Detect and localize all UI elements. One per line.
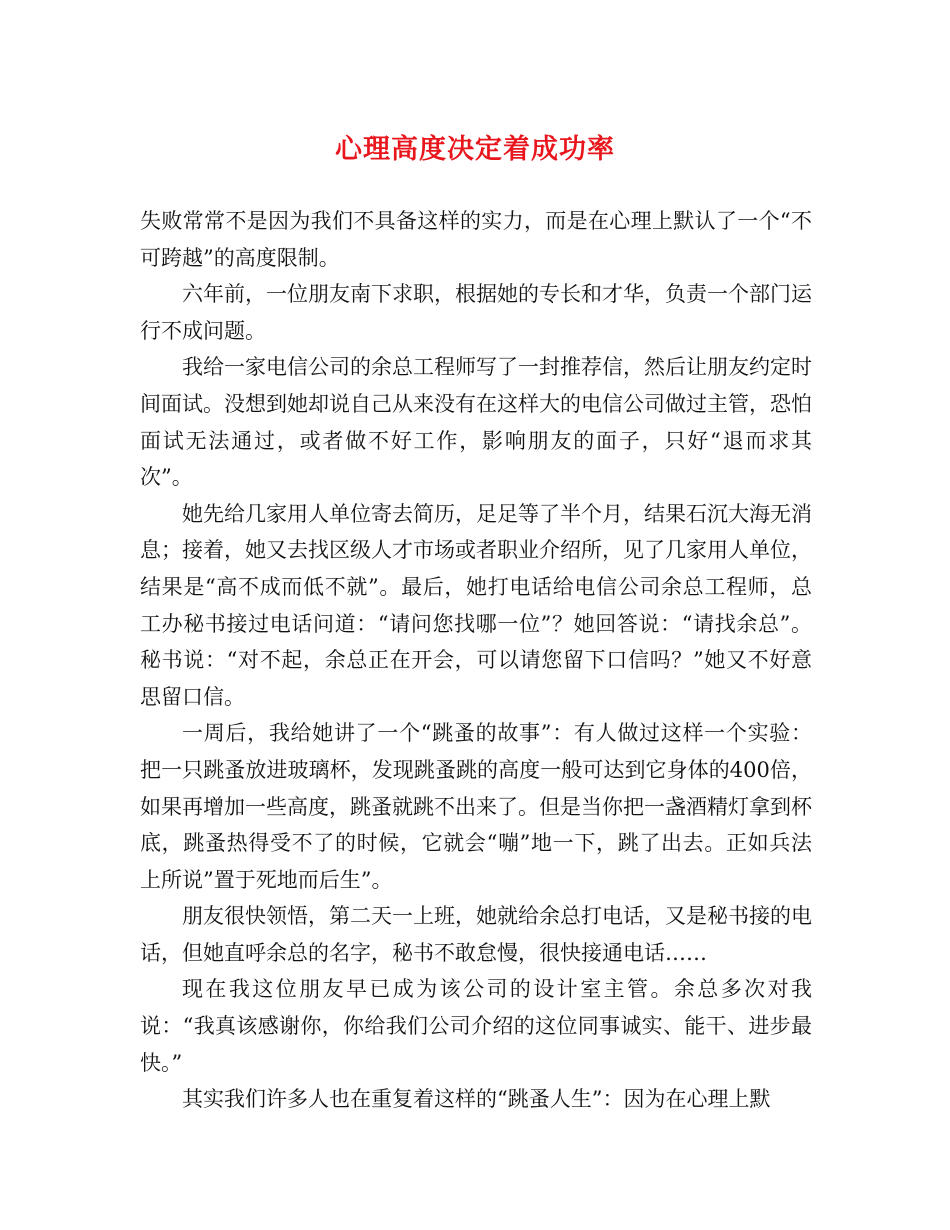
paragraph: 现在我这位朋友早已成为该公司的设计室主管。余总多次对我说：“我真该感谢你，你给我们公司介绍的这位同事诚实、能干、进步最快。” (140, 977, 812, 1075)
paragraph: 她先给几家用人单位寄去简历，足足等了半个月，结果石沉大海无消息；接着，她又去找区级人才市场或者职业介绍所，见了几家用人单位，结果是“高不成而低不就”。最后，她打电话给电信公司余总工程师，总工办秘书接过电话问道：“请问您找哪一位”？她回答说：“请找余总”。秘书说：“对不起，余总正在开会，可以请您留下口信吗？”她又不好意思留口信。 (140, 501, 812, 709)
paragraph: 失败常常不是因为我们不具备这样的实力，而是在心理上默认了一个“不可跨越”的高度限制。 (140, 209, 812, 270)
paragraph: 其实我们许多人也在重复着这样的“跳蚤人生”：因为在心理上默 (182, 1087, 771, 1112)
paragraph: 六年前，一位朋友南下求职，根据她的专长和才华，负责一个部门运行不成问题。 (140, 282, 812, 343)
document-body (140, 203, 812, 1118)
paragraph: 朋友很快领悟，第二天一上班，她就给余总打电话，又是秘书接的电话，但她直呼余总的名字，秘书不敢怠慢，很快接通电话…… (140, 904, 812, 965)
paragraph: 一周后，我给她讲了一个“跳蚤的故事”：有人做过这样一个实验：把一只跳蚤放进玻璃杯，发现跳蚤跳的高度一般可达到它身体的400倍，如果再增加一些高度，跳蚤就跳不出来了。但是当你把一盏酒精灯拿到杯底，跳蚤热得受不了的时候，它就会“嘣”地一下，跳了出去。正如兵法上所说”置于死地而后生”。 (140, 721, 812, 892)
document-title: 心理高度决定着成功率 (335, 134, 615, 165)
paragraph: 我给一家电信公司的余总工程师写了一封推荐信，然后让朋友约定时间面试。没想到她却说自己从来没有在这样大的电信公司做过主管，恐怕面试无法通过，或者做不好工作，影响朋友的面子，只好“退而求其次”。 (140, 355, 812, 490)
